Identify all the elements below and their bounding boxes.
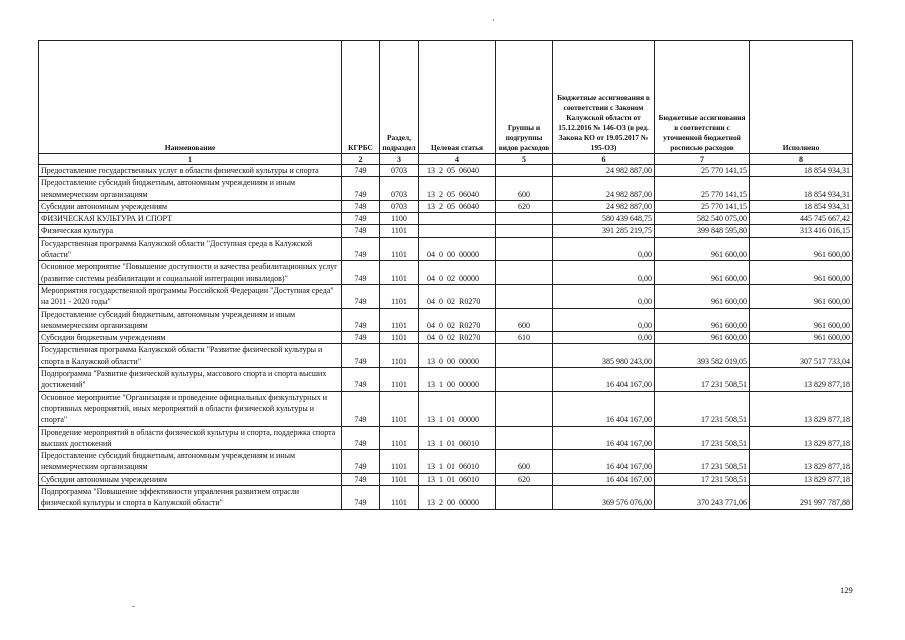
table-row: [39, 368, 853, 392]
table-row: [39, 177, 853, 201]
row-group: 600: [496, 308, 553, 332]
table-row: [39, 473, 853, 485]
budget-table: [38, 40, 853, 510]
table-row: [39, 332, 853, 344]
row-kgrbs: 749: [342, 391, 380, 426]
row-section: 1101: [380, 225, 419, 237]
header-execution: Исполнено: [750, 41, 853, 154]
row-group: [496, 426, 553, 450]
row-alloc-refined: 961 600,00: [655, 261, 750, 285]
row-alloc-refined: 961 600,00: [655, 308, 750, 332]
row-section: 0703: [380, 165, 419, 177]
row-group: [496, 344, 553, 368]
row-target: 13 1 01 06010: [419, 450, 496, 474]
row-execution: 307 517 733,04: [750, 344, 853, 368]
row-target: 13 1 01 06010: [419, 426, 496, 450]
row-alloc-refined: 961 600,00: [655, 237, 750, 261]
row-execution: 961 600,00: [750, 237, 853, 261]
row-name: Мероприятия государственной программы Российской Федерации "Доступная среда" на 2011 - 2020 годы": [39, 284, 342, 308]
row-alloc-law: 0,00: [553, 237, 655, 261]
row-kgrbs: 749: [342, 426, 380, 450]
column-number-row: [39, 154, 853, 165]
row-kgrbs: 749: [342, 200, 380, 212]
row-kgrbs: 749: [342, 177, 380, 201]
row-target: 13 2 00 00000: [419, 486, 496, 510]
row-alloc-refined: 25 770 141,15: [655, 165, 750, 177]
row-alloc-law: 0,00: [553, 284, 655, 308]
row-group: 610: [496, 332, 553, 344]
row-group: [496, 213, 553, 225]
header-alloc-refined: Бюджетные ассигнования в соответствии с уточненной бюджетной росписью расходов: [655, 41, 750, 154]
table-row: [39, 308, 853, 332]
row-kgrbs: 749: [342, 284, 380, 308]
row-section: 1101: [380, 473, 419, 485]
col-number: 2: [342, 154, 380, 165]
row-target: 04 0 02 R0270: [419, 332, 496, 344]
row-alloc-refined: 399 848 595,80: [655, 225, 750, 237]
table-row: [39, 237, 853, 261]
row-section: 1101: [380, 486, 419, 510]
row-alloc-law: 0,00: [553, 308, 655, 332]
header-row: [39, 41, 853, 154]
row-kgrbs: 749: [342, 213, 380, 225]
row-alloc-law: 16 404 167,00: [553, 368, 655, 392]
col-number: 6: [553, 154, 655, 165]
page-number: 129: [840, 585, 853, 595]
row-target: [419, 225, 496, 237]
row-name: Предоставление субсидий бюджетным, автономным учреждениям и иным некоммерческим организациям: [39, 308, 342, 332]
row-alloc-law: 24 982 887,00: [553, 177, 655, 201]
header-kgrbs: КГРБС: [342, 41, 380, 154]
row-kgrbs: 749: [342, 368, 380, 392]
row-name: Субсидии автономным учреждениям: [39, 200, 342, 212]
row-group: [496, 237, 553, 261]
row-section: 1101: [380, 344, 419, 368]
row-section: 1101: [380, 368, 419, 392]
row-alloc-law: 580 439 648,75: [553, 213, 655, 225]
row-group: 620: [496, 473, 553, 485]
row-section: 1101: [380, 332, 419, 344]
table-row: [39, 284, 853, 308]
row-alloc-refined: 393 582 019,05: [655, 344, 750, 368]
row-name: Субсидии автономным учреждениям: [39, 473, 342, 485]
row-section: 1101: [380, 284, 419, 308]
table-row: [39, 426, 853, 450]
row-name: Подпрограмма "Развитие физической культуры, массового спорта и спорта высших достижений": [39, 368, 342, 392]
header-alloc-law: Бюджетные ассигнования в соответствии с Законом Калужской области от 15.12.2016 № 146-ОЗ (в ред. Закона КО от 19.05.2017 № 195-ОЗ): [553, 41, 655, 154]
row-target: [419, 213, 496, 225]
table-row: [39, 391, 853, 426]
row-alloc-law: 391 285 219,75: [553, 225, 655, 237]
row-group: 620: [496, 200, 553, 212]
row-name: ФИЗИЧЕСКАЯ КУЛЬТУРА И СПОРТ: [39, 213, 342, 225]
row-target: 13 1 01 00000: [419, 391, 496, 426]
row-group: [496, 284, 553, 308]
row-execution: 961 600,00: [750, 284, 853, 308]
col-number: 7: [655, 154, 750, 165]
header-target: Целевая статья: [419, 41, 496, 154]
header-name: Наименование: [39, 41, 342, 154]
col-number: 4: [419, 154, 496, 165]
row-name: Подпрограмма "Повышение эффективности управления развитием отрасли физической культуры и спорта в Калужской области": [39, 486, 342, 510]
row-section: 1101: [380, 261, 419, 285]
row-group: [496, 368, 553, 392]
row-name: Предоставление субсидий бюджетным, автономным учреждениям и иным некоммерческим организациям: [39, 177, 342, 201]
row-execution: 18 854 934,31: [750, 177, 853, 201]
row-alloc-refined: 582 540 075,00: [655, 213, 750, 225]
col-number: 8: [750, 154, 853, 165]
row-kgrbs: 749: [342, 237, 380, 261]
row-target: 04 0 02 R0270: [419, 284, 496, 308]
row-kgrbs: 749: [342, 486, 380, 510]
row-kgrbs: 749: [342, 332, 380, 344]
row-target: 13 0 00 00000: [419, 344, 496, 368]
row-name: Субсидии бюджетным учреждениям: [39, 332, 342, 344]
row-alloc-law: 385 980 243,00: [553, 344, 655, 368]
row-kgrbs: 749: [342, 344, 380, 368]
row-execution: 18 854 934,31: [750, 200, 853, 212]
row-kgrbs: 749: [342, 308, 380, 332]
row-alloc-refined: 17 231 508,51: [655, 368, 750, 392]
row-alloc-law: 24 982 887,00: [553, 200, 655, 212]
row-alloc-refined: 25 770 141,15: [655, 177, 750, 201]
row-group: [496, 165, 553, 177]
row-execution: 961 600,00: [750, 261, 853, 285]
row-target: 13 1 01 06010: [419, 473, 496, 485]
row-target: 04 0 00 00000: [419, 237, 496, 261]
row-alloc-refined: 961 600,00: [655, 284, 750, 308]
col-number: 1: [39, 154, 342, 165]
row-alloc-law: 24 982 887,00: [553, 165, 655, 177]
row-execution: 445 745 667,42: [750, 213, 853, 225]
row-execution: 13 829 877,18: [750, 391, 853, 426]
row-name: Физическая культура: [39, 225, 342, 237]
table-row: [39, 213, 853, 225]
row-alloc-refined: 25 770 141,15: [655, 200, 750, 212]
row-execution: 13 829 877,18: [750, 368, 853, 392]
row-execution: 313 416 016,15: [750, 225, 853, 237]
row-execution: 961 600,00: [750, 332, 853, 344]
row-name: Предоставление государственных услуг в области физической культуры и спорта: [39, 165, 342, 177]
row-target: 13 2 05 06040: [419, 177, 496, 201]
row-name: Предоставление субсидий бюджетным, автономным учреждениям и иным некоммерческим организациям: [39, 450, 342, 474]
row-section: 1101: [380, 450, 419, 474]
header-section: Раздел, подраздел: [380, 41, 419, 154]
scan-mark: [132, 606, 135, 607]
row-execution: 13 829 877,18: [750, 473, 853, 485]
col-number: 5: [496, 154, 553, 165]
row-execution: 18 854 934,31: [750, 165, 853, 177]
row-alloc-law: 16 404 167,00: [553, 450, 655, 474]
row-section: 1101: [380, 391, 419, 426]
row-alloc-law: 16 404 167,00: [553, 391, 655, 426]
row-kgrbs: 749: [342, 225, 380, 237]
row-kgrbs: 749: [342, 261, 380, 285]
table-row: [39, 344, 853, 368]
row-kgrbs: 749: [342, 165, 380, 177]
table-row: [39, 450, 853, 474]
row-section: 1101: [380, 426, 419, 450]
row-section: 0703: [380, 200, 419, 212]
row-alloc-law: 0,00: [553, 332, 655, 344]
row-alloc-refined: 17 231 508,51: [655, 426, 750, 450]
row-alloc-refined: 17 231 508,51: [655, 450, 750, 474]
row-alloc-law: 16 404 167,00: [553, 426, 655, 450]
row-execution: 291 997 787,88: [750, 486, 853, 510]
row-execution: 961 600,00: [750, 308, 853, 332]
table-row: [39, 200, 853, 212]
row-alloc-refined: 370 243 771,06: [655, 486, 750, 510]
row-group: 600: [496, 450, 553, 474]
row-alloc-law: 369 576 076,00: [553, 486, 655, 510]
scan-mark: [493, 19, 494, 21]
row-alloc-law: 0,00: [553, 261, 655, 285]
row-group: 600: [496, 177, 553, 201]
row-section: 1100: [380, 213, 419, 225]
table-row: [39, 486, 853, 510]
row-group: [496, 486, 553, 510]
table-row: [39, 261, 853, 285]
row-name: Государственная программа Калужской области "Доступная среда в Калужской области": [39, 237, 342, 261]
row-kgrbs: 749: [342, 450, 380, 474]
row-alloc-law: 16 404 167,00: [553, 473, 655, 485]
row-alloc-refined: 961 600,00: [655, 332, 750, 344]
row-kgrbs: 749: [342, 473, 380, 485]
row-group: [496, 225, 553, 237]
row-target: 04 0 02 00000: [419, 261, 496, 285]
row-group: [496, 391, 553, 426]
table-row: [39, 165, 853, 177]
table-body: [39, 165, 853, 510]
row-name: Основное мероприятие "Повышение доступности и качества реабилитационных услуг (развитие системы реабилитации и социальной интеграции инвалидов)": [39, 261, 342, 285]
row-target: 13 2 05 06040: [419, 165, 496, 177]
row-section: 0703: [380, 177, 419, 201]
row-execution: 13 829 877,18: [750, 426, 853, 450]
col-number: 3: [380, 154, 419, 165]
row-name: Государственная программа Калужской области "Развитие физической культуры и спорта в Калужской области": [39, 344, 342, 368]
header-groups: Группы и подгруппы видов расходов: [496, 41, 553, 154]
row-alloc-refined: 17 231 508,51: [655, 473, 750, 485]
row-target: 13 1 00 00000: [419, 368, 496, 392]
row-group: [496, 261, 553, 285]
row-name: Проведение мероприятий в области физической культуры и спорта, поддержка спорта высших достижений: [39, 426, 342, 450]
table-row: [39, 225, 853, 237]
row-name: Основное мероприятие "Организация и проведение официальных физкультурных и спортивных мероприятий, иных мероприятий в области физической культуры и спорта": [39, 391, 342, 426]
row-target: 13 2 05 06040: [419, 200, 496, 212]
row-target: 04 0 02 R0270: [419, 308, 496, 332]
row-section: 1101: [380, 237, 419, 261]
row-section: 1101: [380, 308, 419, 332]
row-execution: 13 829 877,18: [750, 450, 853, 474]
row-alloc-refined: 17 231 508,51: [655, 391, 750, 426]
